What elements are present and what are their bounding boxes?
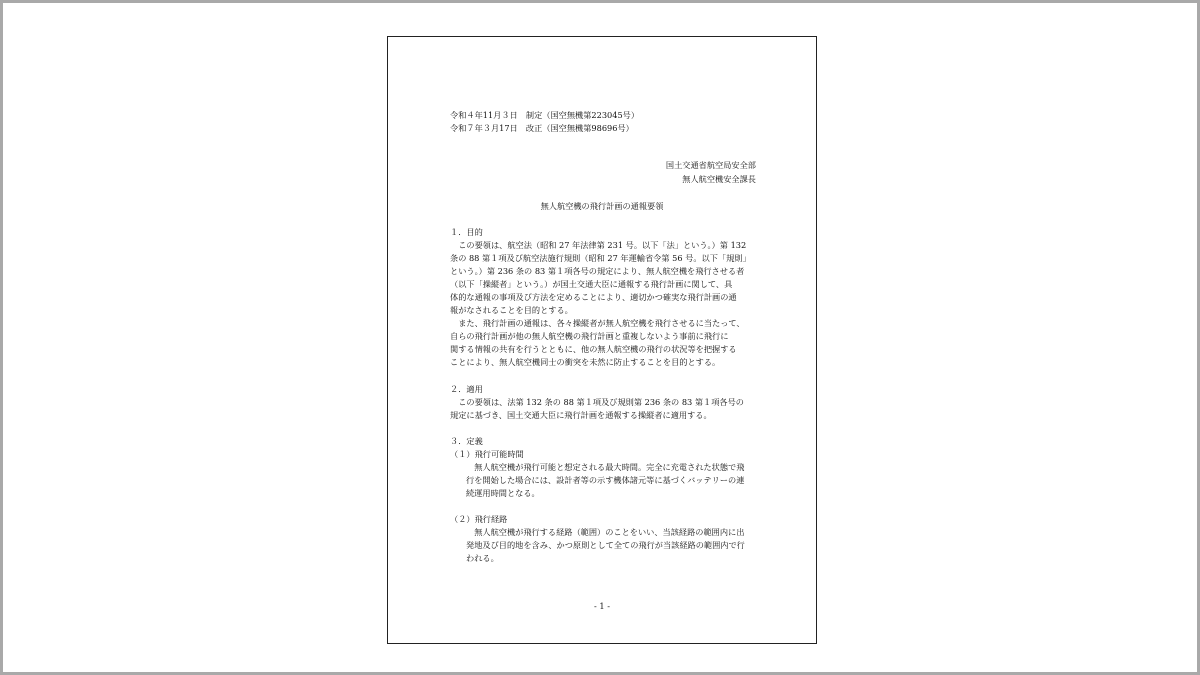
item-1-heading: （１）飛行可能時間: [450, 449, 524, 459]
item-2-heading: （２）飛行経路: [450, 514, 508, 524]
issuer-dept: 国土交通省航空局安全部: [665, 160, 756, 170]
enactment-line: 令和４年11月３日 制定（国空無機第223045号）: [450, 110, 640, 120]
section-2-para: [450, 396, 758, 422]
issuer-division: 無人航空機安全課長: [682, 174, 756, 184]
text-line: 報がなされることを目的とする。: [450, 305, 573, 315]
item-2-para: [466, 526, 760, 565]
document-page: [387, 36, 817, 644]
doc-title: 無人航空機の飛行計画の通報要領: [540, 201, 664, 211]
section-2-heading: ２．適用: [450, 384, 483, 394]
section-1-heading: １．目的: [450, 227, 483, 237]
text-line: この要領は、航空法（昭和 27 年法律第 231 号。以下「法」という。）第 132: [450, 240, 747, 250]
page-number: - 1 -: [594, 601, 610, 611]
text-line: （以下「操縦者」という。）が国土交通大臣に通報する飛行計画に関して、具: [450, 279, 733, 289]
text-line: ことにより、無人航空機同士の衝突を未然に防止することを目的とする。: [450, 357, 721, 367]
text-line: 続運用時間となる。: [466, 488, 540, 498]
text-line: 自らの飛行計画が他の無人航空機の飛行計画と重複しないよう事前に飛行に: [450, 331, 729, 341]
text-line: 規定に基づき、国土交通大臣に飛行計画を通報する操縦者に適用する。: [450, 410, 712, 420]
text-line: われる。: [466, 553, 499, 563]
text-line: 関する情報の共有を行うとともに、他の無人航空機の飛行の状況等を把握する: [450, 344, 737, 354]
text-line: 体的な通報の事項及び方法を定めることにより、適切かつ確実な飛行計画の通: [450, 292, 737, 302]
text-line: 無人航空機が飛行可能と想定される最大時間。完全に充電された状態で飛: [466, 462, 745, 472]
text-line: 発地及び目的地を含み、かつ原則として全ての飛行が当該経路の範囲内で行: [466, 540, 745, 550]
section-1-para-2: [450, 317, 758, 369]
section-3-heading: ３．定義: [450, 436, 483, 446]
item-1-para: [466, 461, 760, 500]
revision-line: 令和７年３月17日 改正（国空無機第98696号）: [450, 123, 634, 133]
text-line: 無人航空機が飛行する経路（範囲）のことをいい、当該経路の範囲内に出: [466, 527, 745, 537]
text-line: また、飛行計画の通報は、各々操縦者が無人航空機を飛行させるに当たって、: [450, 318, 745, 328]
text-line: 条の 88 第１項及び航空法施行規則（昭和 27 年運輸省令第 56 号。以下「規則」: [450, 253, 751, 263]
text-line: この要領は、法第 132 条の 88 第１項及び規則第 236 条の 83 第１項各号の: [450, 397, 744, 407]
text-line: 行を開始した場合には、設計者等の示す機体諸元等に基づくバッテリーの連: [466, 475, 745, 485]
section-1-para-1: [450, 239, 758, 317]
text-line: という。）第 236 条の 83 第１項各号の規定により、無人航空機を飛行させる者: [450, 266, 745, 276]
